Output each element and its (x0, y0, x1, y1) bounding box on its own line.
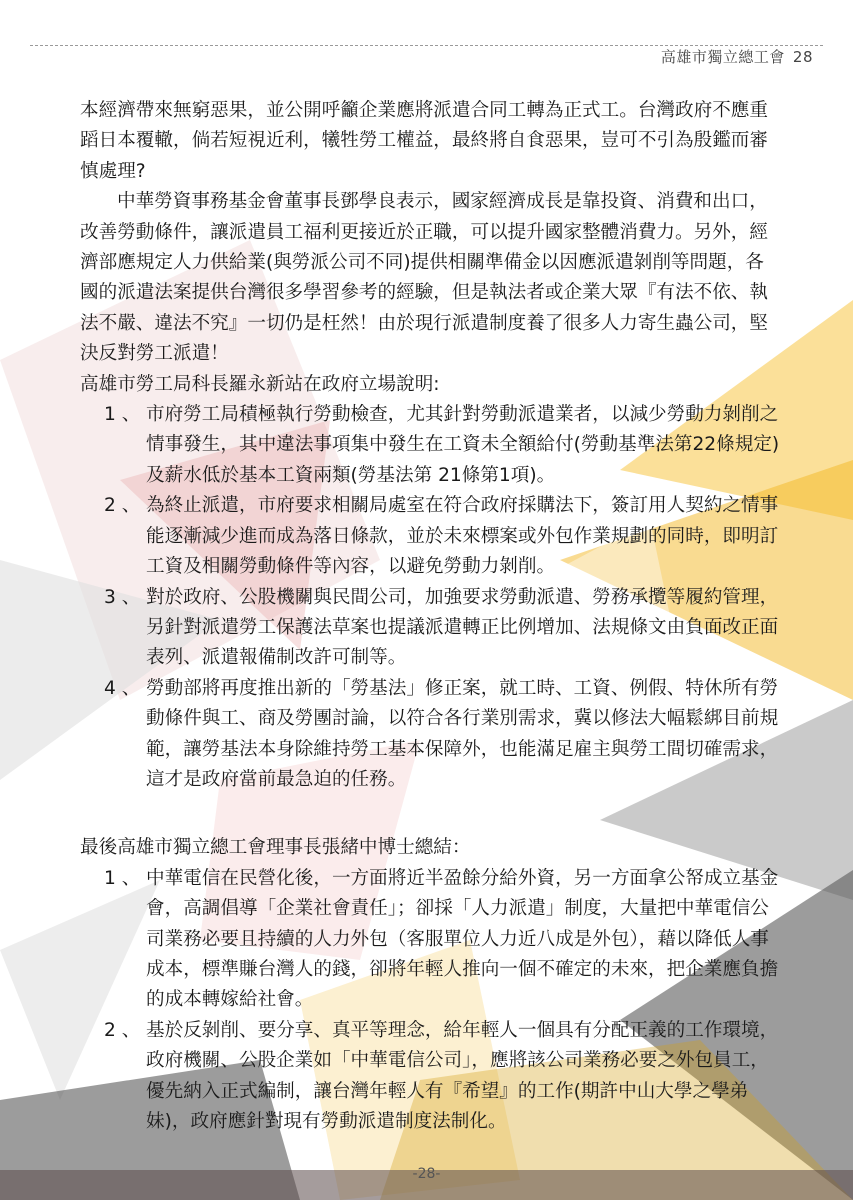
item-number: 1 、 (104, 404, 141, 426)
running-header (653, 46, 813, 67)
item-number: 1 、 (104, 867, 141, 889)
list-item (80, 583, 780, 674)
header-org-name: 高雄市獨立總工會 (660, 48, 785, 66)
header-page-number: 28 (792, 48, 813, 66)
list-item (80, 1016, 780, 1138)
list-item (80, 674, 780, 796)
item-number: 2 、 (104, 1019, 141, 1041)
labor-bureau-points (80, 400, 780, 795)
section-spacer (80, 795, 780, 833)
paragraph-3: 高雄市勞工局科長羅永新站在政府立場說明: (80, 373, 440, 395)
summary-intro: 最後高雄市獨立總工會理事長張緒中博士總結： (80, 837, 471, 859)
footer-page-number: -28- (412, 1166, 441, 1182)
item-number: 2 、 (104, 495, 141, 517)
paragraph-2: 中華勞資事務基金會董事長鄧學良表示，國家經濟成長是靠投資、消費和出口，改善勞動條件，讓派遣員工福利更接近於正職，可以提升國家整體消費力。另外，經濟部應規定人力供給業(與勞派公司不同)提供相關準備金以因應派遣剝削等問題，各國的派遣法案提供台灣很多學習參考的經驗，但是執法者或企業大眾『有法不依、執法不嚴、違法不究』一切仍是枉然！由於現行派遣制度養了很多人力寄生蟲公司，堅決反對勞工派遣！ (80, 191, 768, 365)
list-item (80, 864, 780, 1016)
paragraph-1: 本經濟帶來無窮惡果，並公開呼籲企業應將派遣合同工轉為正式工。台灣政府不應重蹈日本覆轍，倘若短視近利，犧牲勞工權益，最終將自食惡果，豈可不引為殷鑑而審慎處理? (80, 100, 768, 182)
item-text: 為終止派遣，市府要求相關局處室在符合政府採購法下，簽訂用人契約之情事能逐漸減少進而成為落日條款，並於未來標案或外包作業規劃的同時，即明訂工資及相關勞動條件等內容，以避免勞動力剝削。 (146, 495, 779, 578)
item-text: 勞動部將再度推出新的「勞基法」修正案，就工時、工資、例假、特休所有勞動條件與工、商及勞團討論，以符合各行業別需求，冀以修法大幅鬆綁目前規範，讓勞基法本身除維持勞工基本保障外，也能滿足雇主與勞工間切確需求，這才是政府當前最急迫的任務。 (146, 677, 779, 790)
article-body (80, 96, 780, 1137)
list-item (80, 400, 780, 491)
item-text: 市府勞工局積極執行勞動檢查，尤其針對勞動派遣業者，以減少勞動力剝削之情事發生，其中違法事項集中發生在工資未全額給付(勞動基準法第22條規定)及薪水低於基本工資兩類(勞基法第 21條第1項)。 (146, 404, 780, 486)
item-text: 基於反剝削、要分享、真平等理念，給年輕人一個具有分配正義的工作環境，政府機關、公股企業如「中華電信公司」，應將該公司業務必要之外包員工，優先納入正式編制，讓台灣年輕人有『希望』的工作(期許中山大學之學弟妹)，政府應針對現有勞動派遣制度法制化。 (146, 1019, 779, 1132)
item-text: 對於政府、公股機關與民間公司，加強要求勞動派遣、勞務承攬等履約管理，另針對派遣勞工保護法草案也提議派遣轉正比例增加、法規條文由負面改正面表列、派遣報備制改許可制等。 (146, 586, 779, 669)
list-item (80, 491, 780, 582)
item-number: 3 、 (104, 586, 141, 608)
item-number: 4 、 (104, 677, 141, 699)
summary-points (80, 864, 780, 1138)
item-text: 中華電信在民營化後，一方面將近半盈餘分給外資，另一方面拿公帑成立基金會，高調倡導「企業社會責任」；卻採「人力派遣」制度，大量把中華電信公司業務必要且持續的人力外包（客服單位人力近八成是外包），藉以降低人事成本，標準賺台灣人的錢，卻將年輕人推向一個不確定的未來，把企業應負擔的成本轉嫁給社會。 (146, 867, 779, 1011)
